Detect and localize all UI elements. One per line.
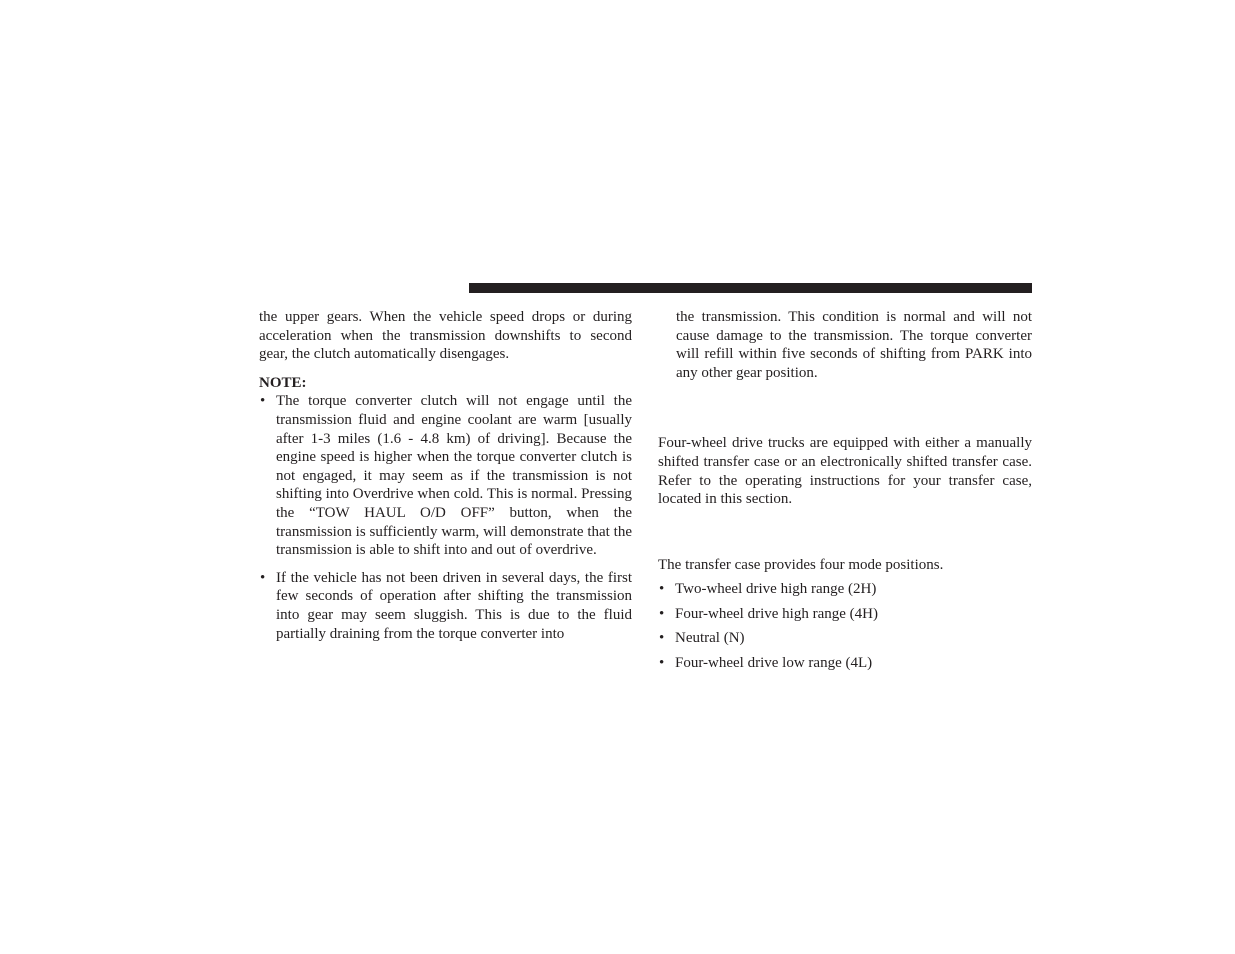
left-column xyxy=(259,308,632,643)
note-list xyxy=(259,392,632,643)
bullet-icon: • xyxy=(659,654,665,671)
list-item xyxy=(658,654,1032,673)
bullet-icon: • xyxy=(260,393,266,410)
list-item xyxy=(259,569,632,643)
intro-paragraph: the upper gears. When the vehicle speed drops or during acceleration when the transmission downshifts to second gear, the clutch automatically disengages. xyxy=(259,309,632,363)
list-item xyxy=(658,605,1032,624)
mode-text: Two-wheel drive high range (2H) xyxy=(675,581,877,598)
bullet-icon: • xyxy=(659,605,665,622)
four-wd-paragraph: Four-wheel drive trucks are equipped with either a manually shifted transfer case or an electronically shifted transfer case. Refer to the operating instructions for your transfer case, located in this section. xyxy=(658,435,1032,508)
note-label: NOTE: xyxy=(259,374,307,391)
bullet-icon: • xyxy=(659,581,665,598)
mode-text: Neutral (N) xyxy=(675,630,745,647)
mode-text: Four-wheel drive high range (4H) xyxy=(675,605,878,622)
bullet-icon: • xyxy=(659,630,665,647)
header-rule xyxy=(469,283,1032,293)
modes-intro: The transfer case provides four mode positions. xyxy=(658,556,944,573)
mode-list xyxy=(658,580,1032,672)
note-text: If the vehicle has not been driven in several days, the first few seconds of operation after shifting the transmission into gear may seem sluggish. This is due to the fluid partially draining from the torque converter into xyxy=(276,569,632,642)
list-item xyxy=(658,629,1032,648)
mode-text: Four-wheel drive low range (4L) xyxy=(675,654,873,671)
right-column xyxy=(658,308,1032,672)
bullet-icon: • xyxy=(260,569,266,586)
list-item xyxy=(259,392,632,559)
list-item xyxy=(658,580,1032,599)
note-text: The torque converter clutch will not engage until the transmission fluid and engine coolant are warm [usually after 1-3 miles (1.6 - 4.8 km) of driving]. Because the engine speed is higher when the torque converter clutch is not engaged, it may seem as if the transmission is not shifting into Overdrive when cold. This is normal. Pressing the “TOW HAUL O/D OFF” button, when the transmission is sufficiently warm, will demonstrate that the transmission is able to shift into and out of overdrive. xyxy=(276,393,632,559)
continuation-paragraph: the transmission. This condition is normal and will not cause damage to the transmission. The torque converter will refill within five seconds of shifting from PARK into any other gear position. xyxy=(676,309,1032,381)
